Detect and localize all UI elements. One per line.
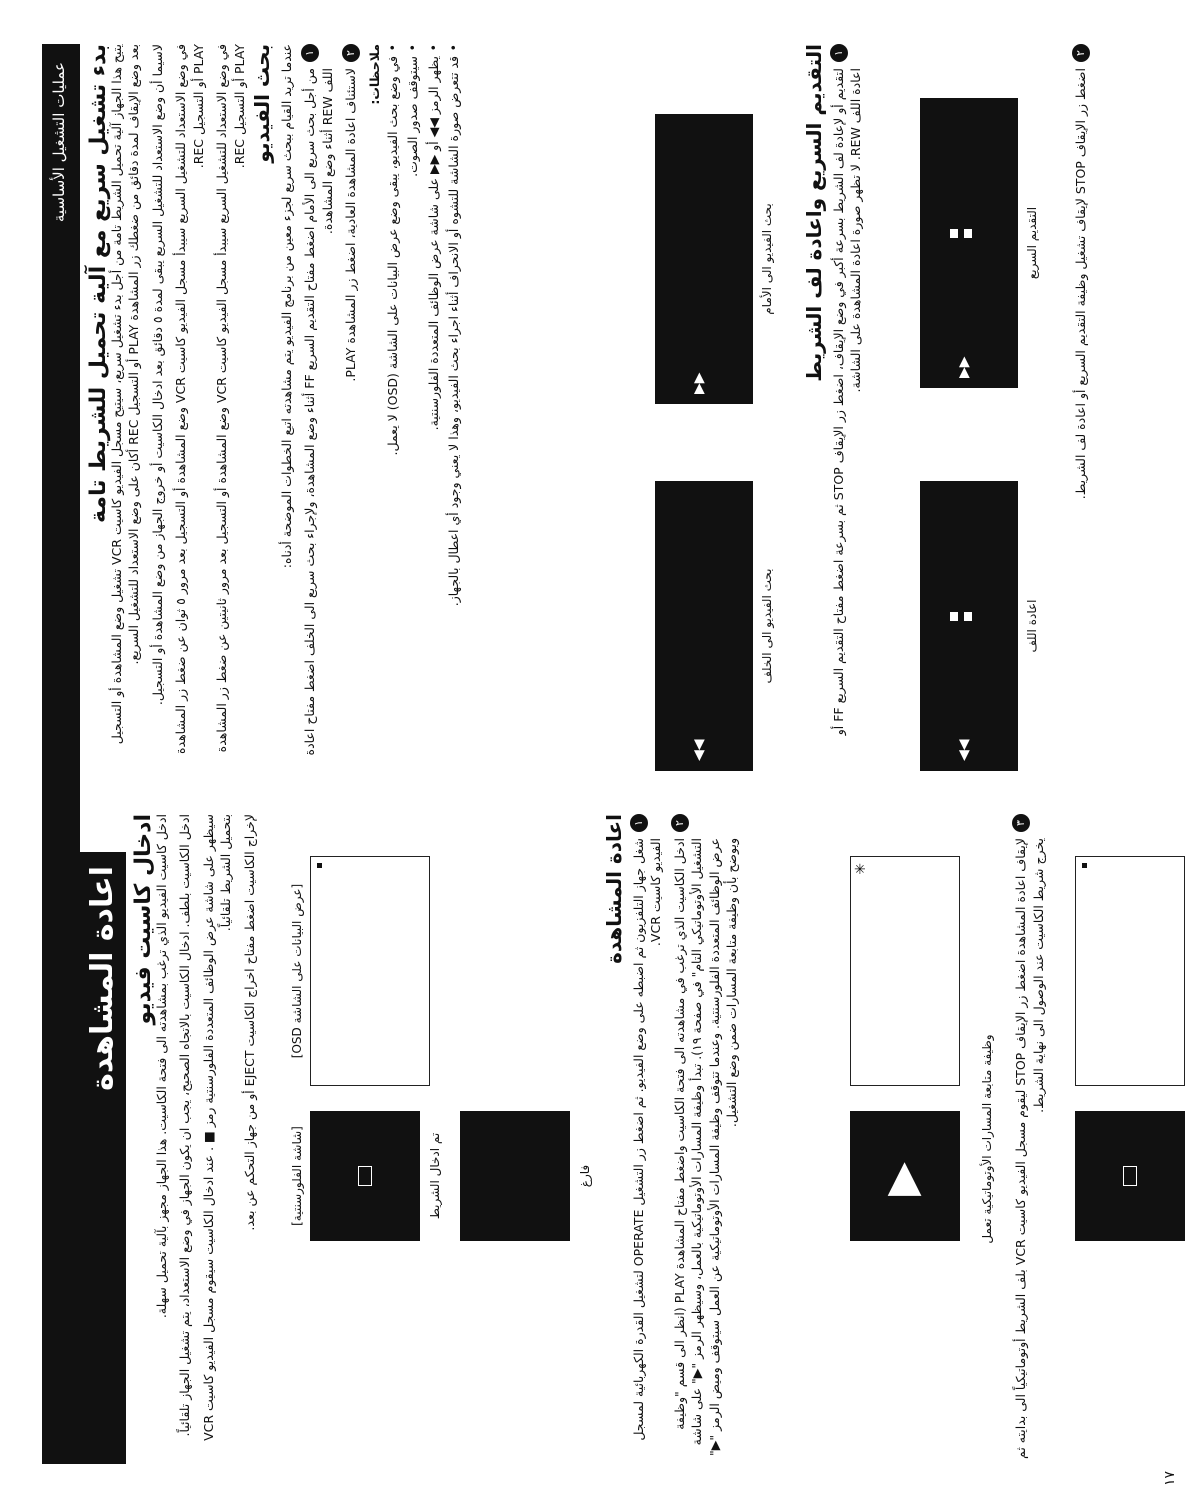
tracking-display [850,1111,960,1241]
insert-p3: سيظهر على شاشة عرض الوظائف المتعددة الفلورسنتية رمز ■ . عند ادخال الكاسيت سيقوم مسجل الفيديو كاسيت VCR بتحميل الشريط تلقائياً. [200,814,233,1441]
quick-start-title: بدء تشغيل سريع مع آلية تحميل للشريط تامة [86,44,111,523]
fluorescent-display [310,1111,420,1241]
ffrew-step-2-text: اضغط زر الإيقاف STOP لإيقاف تشغيل وظيفة التقديم السريع أو اعادة لف الشريط. [1073,68,1088,500]
search-step-1-text: من أجل بحث سريع الى الأمام اضغط مفتاح التقديم السريع FF أثناء وضع المشاهدة، ولإجراء بحث سريع الى الخلف اضغط مفتاح اعادة اللف REW أثناء وضع المشاهدة. [302,68,335,756]
quick-start-p2: لاسيما أن وضع الاستعداد للتشغيل السريع يبقى لمدة ٥ دقائق بعد ادخال الكاسيت أو خروج الجهاز من وضع المشاهدة أو التسجيل. [149,44,165,706]
search-step-1 [301,44,336,764]
playback-step-1 [630,814,665,1464]
ff-arrow-icon: ▶▶ [691,372,707,394]
header-bar [42,44,80,1464]
playback-step-3-text: لإيقاف اعادة المشاهدة اضغط زر الإيقاف STOP ليقوم مسجل الفيديو كاسيت VCR بلف الشريط أوتوماتيكياً الى بدايته ثم يخرج شريط الكاسيت عند الوصول الى نهاية الشريط. [1013,838,1046,1459]
playback-title: اعادة المشاهدة [602,814,626,964]
step-number-2: ٢ [1072,44,1090,62]
empty-display [460,1111,570,1241]
step-number-3: ٣ [1012,814,1030,832]
rew-search-caption: بحث الفيديو الى الخلف [760,568,774,684]
ffrew-step-2 [1072,44,1090,764]
search-step-2-text: لاستئناف اعادة المشاهدة العادية، اضغط زر المشاهدة PLAY. [343,68,358,382]
insert-p2: ادخل الكاسيت بلطف. ادخال الكاسيت بالاتجاه الصحيح، يجب ان يكون الجهاز في وضع الاستعداد، يتم تشغيل الجهاز تلقائياً. [177,814,192,1437]
step-number-2: ٢ [342,44,360,62]
page-title: اعادة المشاهدة [80,852,126,1464]
ff-panel [920,98,1018,388]
ff-search-caption: بحث الفيديو الى الأمام [760,203,774,315]
indicator-icon [950,612,958,621]
cassette-icon [1123,1166,1137,1186]
indicator-icon [950,229,958,238]
section-label: عمليات التشغيل الأساسية [50,62,68,223]
loaded-caption: تم ادخال الشريط [428,1132,442,1220]
ff-caption: التقديم السريع [1025,206,1039,280]
playback-step-2-text: ادخل الكاسيت الذي ترغب في مشاهدته الى فتحة الكاسيت واضغط مفتاح المشاهدة PLAY (انظر الى قسم "وظيفة التشغيل الأوتوماتيكي التام" في صفحة ١٩). تبدأ وظيفة المسارات الأوتوماتيكية بالعمل، وسيظهر الرمز "▶" على شاشة عرض الوظائف المتعددة الفلورسنتية. وعندما تتوقف وظيفة المسارات الأوتوماتيكية عن العمل سيتوقف وميض الرمز "▶" ويوضح بأن وظيفة متابعة المسارات ضمن وضع التشغيل. [671,838,739,1456]
cassette-indicator-icon [1082,863,1087,868]
stop-osd-screen [1075,856,1185,1086]
video-search-intro: عندما تريد القيام ببحث سريع لجزء معين من برنامج الفيديو يتم مشاهدته اتبع الخطوات الموضحة أدناه: [278,44,294,569]
playback-section [600,814,747,1464]
step-number-1: ١ [830,44,848,62]
ff-icon: ▶▶ [956,356,972,378]
quick-start-p4: في وضع الاستعداد للتشغيل السريع سيبدأ مسجل الفيديو كاسيت VCR وضع المشاهدة أو التسجيل بعد مرور ثانيتين عن ضغط زر المشاهدة PLAY أو التسجيل REC. [214,44,247,753]
playback-step-2 [671,814,741,1464]
quick-start-p1: يتيح هذا الجهاز آلية تحميل الشريط تامة من أجل بدء تشغيل سريع، سيتيح مسجل الفيديو كاسيت VCR تشغيل وضع المشاهدة أو التسجيل بعد وضع الإيقاف لمدة دقائق من ضغطك زر المشاهدة PLAY أو التسجيل REC أكان على وضع الاستعداد للتشغيل السريع. [108,44,141,745]
note-3: • يظهر الرمز ◀◀ أو ▶▶ على شاشة عرض الوظائف المتعددة الفلورسنتية. [425,44,443,764]
ff-rew-section [800,44,871,764]
cassette-icon [358,1166,372,1186]
rew-arrow-icon: ◀◀ [691,739,707,761]
playback-step-3 [1012,814,1047,1464]
indicator-icon [964,612,972,621]
note-2: • سيتوقف صدور الصوت. [404,44,422,764]
stop-display [1075,1111,1185,1241]
osd-screen [310,856,430,1086]
osd-caption: [عرض البيانات على الشاشة OSD] [290,883,304,1059]
indicator-icon [964,229,972,238]
insert-p1: ادخل كاسيت الفيديو الذي ترغب بمشاهدته الى فتحة الكاسيت. هذا الجهاز مجهز بآلية تحميل سهلة. [153,814,169,1319]
search-step-2 [342,44,360,764]
ffrew-step-2-wrap [1070,44,1096,764]
note-1: • في وضع بحث الفيديو، يبقى وضع عرض البيانات على الشاشة (OSD) لا يعمل. [384,44,402,764]
tracking-caption: وظيفة متابعة المسارات الأوتوماتيكية تعمل [980,1034,994,1244]
rew-panel [920,481,1018,771]
cassette-indicator-icon [317,863,322,868]
step-number-2: ٢ [671,814,689,832]
step-number-1: ١ [630,814,648,832]
insert-p4: لإخراج الكاسيت اضغط مفتاح اخراج الكاسيت EJECT أو من جهاز التحكم عن بعد. [241,814,257,1231]
playback-step-1-text: شغل جهاز التلفزيون ثم اضبطه على وضع الفيديو. ثم اضغط زر التشغيل OPERATE لتشغيل القدرة الكهربائية لمسجل الفيديو كاسيت VCR. [630,838,663,1441]
playback-step-3-wrap [1010,814,1053,1464]
note-4: • قد تتعرض صورة الشاشة للتشوه أو الانحراف أثناء اجراء بحث الفيديو، وهذا لا يعني وجود أي اعطال بالجهاز. [445,44,463,764]
rew-icon: ◀◀ [956,739,972,761]
video-search-title: بحث الفيديو [250,44,274,163]
notes-title: ملاحظات: [367,44,382,105]
insert-title: ادخال كاسيت فيديو [131,814,156,1025]
ffrew-step-1-text: لتقديم أو لإعادة لف الشريط بسرعة أكبر في وضع الإيقاف، اضغط زر الإيقاف STOP ثم بسرعة اضغط مفتاح التقديم السريع FF أو اعادة اللف REW. لا تظهر صورة اعادة المشاهدة على الشاشة. [830,68,863,736]
fluorescent-caption: [شاشة الفلورسنتية] [290,1126,304,1226]
play-icon: ▶ [876,1162,927,1196]
quick-start-section [86,44,466,764]
empty-caption: فارغ [578,1164,592,1188]
ff-search-panel [655,114,753,404]
rew-caption: اعادة اللف [1025,599,1039,653]
tracking-osd-screen [850,856,960,1086]
rew-search-panel [655,481,753,771]
ff-rew-title: التقديم السريع واعادة لف الشريط [802,44,826,382]
page-number: ١٧ [1162,1470,1178,1486]
insert-section [131,814,264,1464]
quick-start-p3: في وضع الاستعداد للتشغيل السريع سيبدأ مسجل الفيديو كاسيت VCR وضع المشاهدة أو التسجيل بعد مرور ٥ ثوان عن ضغط زر المشاهدة PLAY أو التسجيل REC. [173,44,206,755]
tracking-sparkle-icon: ✳ [853,863,869,875]
step-number-1: ١ [301,44,319,62]
ffrew-step-1 [830,44,865,764]
